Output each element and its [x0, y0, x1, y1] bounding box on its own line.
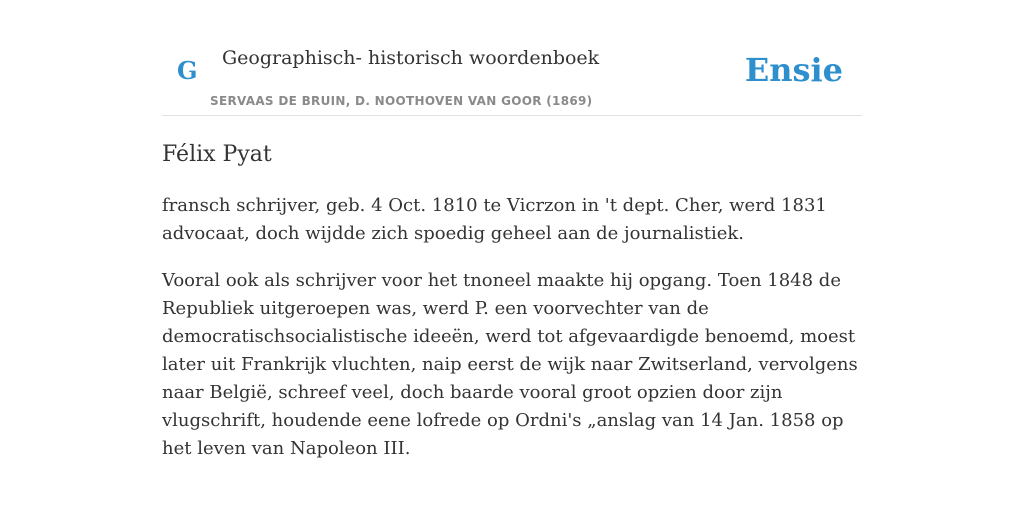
book-authors: SERVAAS DE BRUIN, D. NOOTHOVEN VAN GOOR (1869) [210, 94, 593, 108]
ensie-logo[interactable]: Ensie [744, 51, 843, 89]
book-letter-icon[interactable]: G [177, 56, 198, 85]
header [162, 0, 862, 116]
entry-body [162, 192, 862, 482]
book-title-link[interactable]: Geographisch- historisch woordenboek [222, 47, 600, 69]
entry-title: Félix Pyat [162, 142, 272, 167]
entry-paragraph: fransch schrijver, geb. 4 Oct. 1810 te Vicrzon in 't dept. Cher, werd 1831 advocaat, doch wijdde zich spoedig geheel aan de journalistiek. [162, 195, 827, 244]
entry-paragraph: Vooral ook als schrijver voor het tnoneel maakte hij opgang. Toen 1848 de Republiek uitgeroepen was, werd P. een voorvechter van de democratischsocialistische ideeën, werd tot afgevaardigde benoemd, moest later uit Frankrijk vluchten, naip eerst de wijk naar Zwitserland, vervolgens naar België, schreef veel, doch baarde vooral groot opzien door zijn vlugschrift, houdende eene lofrede op Ordni's „anslag van 14 Jan. 1858 op het leven van Napoleon III. [162, 270, 858, 459]
page [162, 0, 862, 459]
